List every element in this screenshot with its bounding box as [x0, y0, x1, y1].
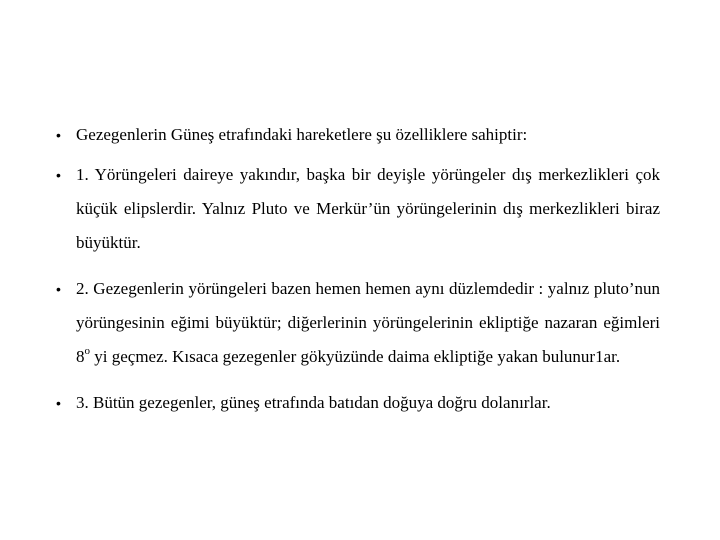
bullet-text-part: yi geçmez. Kısaca gezegenler gökyüzünde daima ekliptiğe yakan bulunur1ar. — [90, 347, 621, 366]
bullet-list — [54, 118, 660, 430]
bullet-text: 1. Yörüngeleri daireye yakındır, başka bir deyişle yörüngeler dış merkezlikleri çok küçük elipslerdir. Yalnız Pluto ve Merkür’ün yörüngelerinin dış merkezlikleri biraz büyüktür. — [76, 165, 660, 252]
bullet-text: 3. Bütün gezegenler, güneş etrafında batıdan doğuya doğru dolanırlar. — [76, 393, 551, 412]
bullet-marker: • — [56, 395, 61, 411]
bullet-item-2 — [54, 272, 660, 374]
bullet-marker: • — [56, 127, 61, 143]
bullet-text — [76, 279, 660, 366]
bullet-text: Gezegenlerin Güneş etrafındaki hareketlere şu özelliklere sahiptir: — [76, 125, 528, 144]
bullet-item-1 — [54, 158, 660, 260]
bullet-marker: • — [56, 167, 61, 183]
bullet-item-3 — [54, 386, 660, 420]
degree-superscript: o — [84, 345, 90, 357]
bullet-item-intro — [54, 118, 660, 152]
bullet-marker: • — [56, 281, 61, 297]
bullet-text-part: 2. Gezegenlerin yörüngeleri bazen hemen hemen aynı düzlemdedir : yalnız pluto’nun yörüngesinin eğimi büyüktür; diğerlerinin yörüngelerinin ekliptiğe nazaran eğimleri 8 — [76, 279, 660, 366]
